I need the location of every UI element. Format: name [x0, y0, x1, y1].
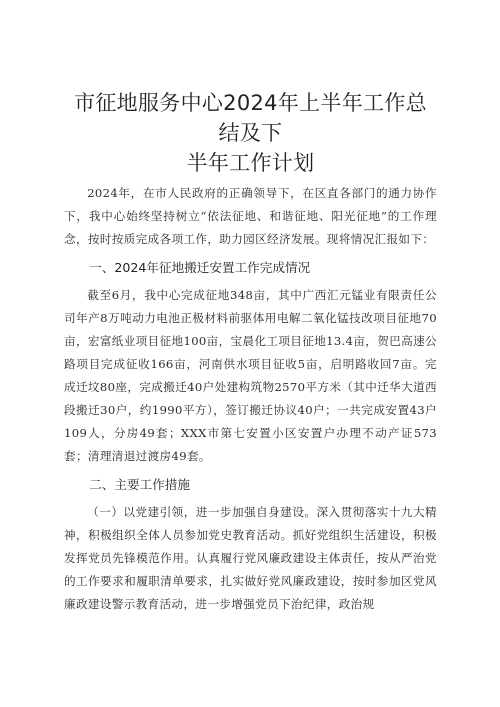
- title-line-2: 半年工作计划: [186, 151, 315, 175]
- section-2-paragraph: （一）以党建引领，进一步加强自身建设。深入贯彻落实十九大精神，积极组织全体人员参加党史教育活动。抓好党组织生活建设，积极发挥党员先锋模范作用。认真履行党风廉政建设主体责任，按从严治党的工作要求和履职清单要求，扎实做好党风廉政建设，按时参加区党风廉政建设警示教育活动，进一步增强党员下治纪律，政治规: [64, 505, 437, 611]
- section-1-heading: 一、2024年征地搬迁安置工作完成情况: [89, 260, 311, 275]
- title-line-1: 市征地服务中心2024年上半年工作总结及下: [74, 91, 427, 145]
- section-2-heading: 二、主要工作措施: [89, 477, 190, 492]
- document-title: [64, 0, 437, 178]
- intro-paragraph: 2024年，在市人民政府的正确领导下，在区直各部门的通力协作下，我中心始终坚持树立“依法征地、和谐征地、阳光征地”的工作理念，按时按质完成各项工作，助力园区经济发展。现将情况汇报如下：: [64, 186, 437, 246]
- section-1-paragraph: 截至6月，我中心完成征地348亩，其中广西汇元锰业有限责任公司年产8万吨动力电池正极材料前驱体用电解二氧化锰技改项目征地70亩，宏富纸业项目征地100亩，宝晨化工项目征地13.4亩，贺巴高速公路项目完成征收166亩，河南供水项目征收5亩，启明路收回7亩。完成迁坟80座，完成搬迁40户处建构筑物2570平方米（其中迁华大道西段搬迁30户，约1990平方），签订搬迁协议40户；一共完成安置43户109人，分房49套；XXX市第七安置小区安置户办理不动产证573套；清理清退过渡房49套。: [64, 288, 437, 463]
- document-body: [64, 182, 437, 616]
